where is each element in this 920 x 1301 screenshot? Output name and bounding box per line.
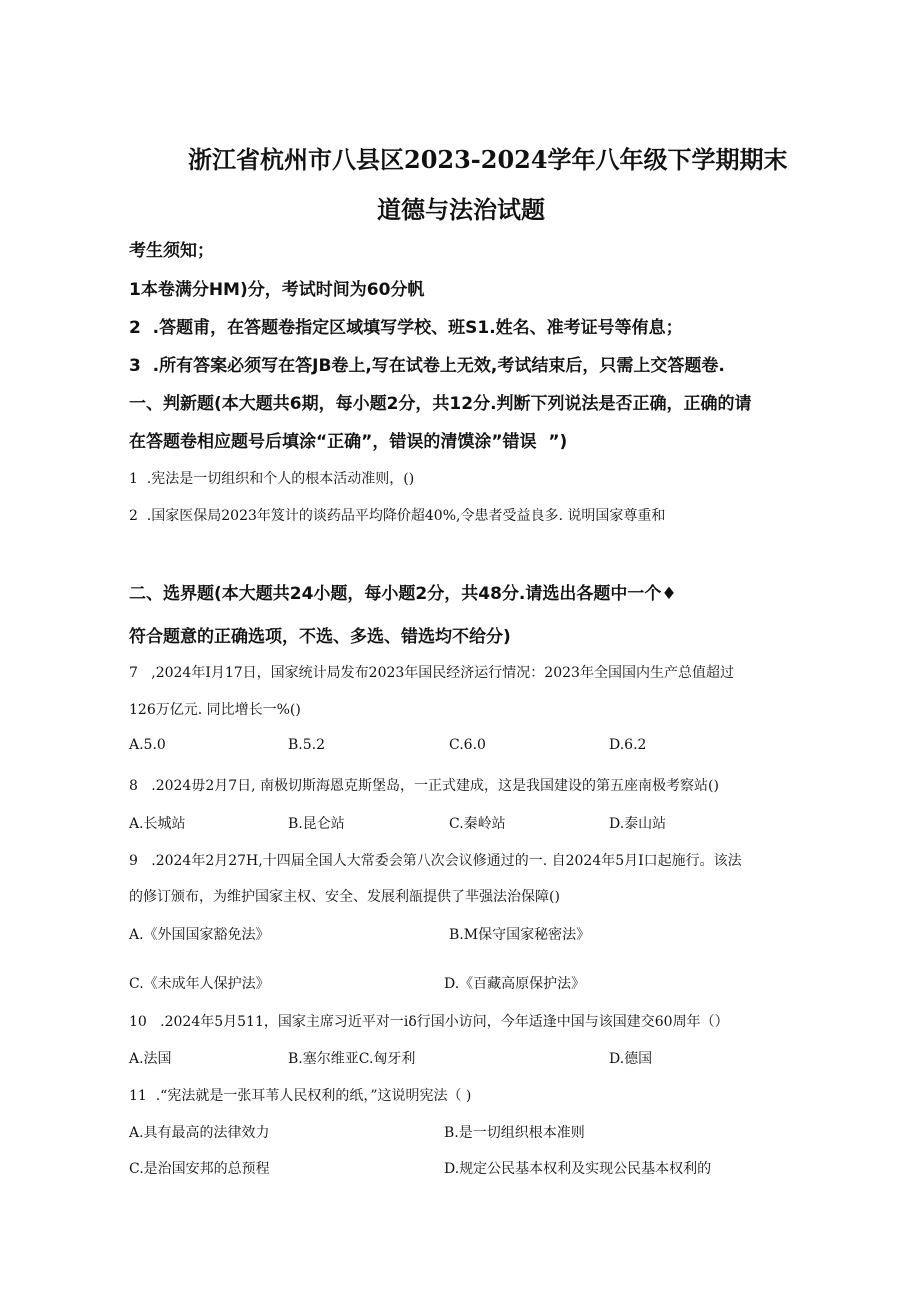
question-9-option-d: D.《百藏高原保护法》 <box>444 976 586 992</box>
question-11-line1: 11 .“宪法就是一张耳苇人民权利的纸，”这说明宪法（ ) <box>129 1088 472 1104</box>
question-7-option-b: B.5.2 <box>288 737 326 753</box>
question-10-option-bc: B.塞尔维亚C.匈牙利 <box>288 1051 416 1067</box>
question-7-option-d: D.6.2 <box>609 737 647 753</box>
notice-item-2: 2 .答题甫，在答题卷指定区域填写学校、班S1.姓名、准考证号等侑息； <box>129 318 683 338</box>
section2-heading-line2: 符合题意的正确选项，不选、多选、错选均不给分) <box>129 627 511 647</box>
section1-heading-line1: 一、判新题(本大题共6期，每小题2分，共12分.判断下列说法是否正确，正确的请 <box>129 394 752 414</box>
question-7-option-a: A.5.0 <box>129 737 166 753</box>
question-7-option-c: C.6.0 <box>449 737 486 753</box>
notice-item-3: 3 .所有答案必须写在答JB卷上,写在试卷上无效,考试结束后，只需上交答题卷. <box>129 356 725 376</box>
question-9-option-a: A.《外国国家豁免法》 <box>129 927 270 943</box>
question-8-option-c: C.秦岭站 <box>449 816 506 832</box>
notice-heading: 考生须知； <box>129 241 214 261</box>
notice-item-1: 1本卷满分HM)分，考试时间为60分帆 <box>129 280 425 300</box>
question-9-line1: 9 .2024年2月27H,十四届全国人大常委会第八次会议修通过的一. 自2024年5月I口起施行。该法 <box>129 853 742 869</box>
question-9-option-c: C.《未成年人保护法》 <box>129 976 270 992</box>
question-8-option-a: A.长城站 <box>129 816 186 832</box>
question-8-option-b: B.昆仑站 <box>288 816 345 832</box>
exam-title-line1: 浙江省杭州市八县区2023-2024学年八年级下学期期末 <box>188 145 788 174</box>
question-10-option-a: A.法国 <box>129 1051 172 1067</box>
question-7-line2: 126万亿元. 同比增长一%() <box>129 702 301 718</box>
question-7-line1: 7 ,2024年I月17日，国家统计局发布2023年国民经济运行情况：2023年全国国内生产总值超过 <box>129 665 734 681</box>
question-2: 2 .国家医保局2023年笈计的谈药品平均降价超40%,令患者受益良多. 说明国家尊重和 <box>129 508 666 524</box>
section1-heading-line2: 在答题卷相应题号后填涂“正确”，错误的清馍涂”错误 ”) <box>129 432 568 452</box>
question-11-option-a: A.具有最高的法律效力 <box>129 1125 270 1141</box>
question-1: 1 .宪法是一切组织和个人的根本活动准则，() <box>129 471 415 487</box>
question-8-option-d: D.泰山站 <box>609 816 667 832</box>
question-8-line1: 8 .2024毋2月7日, 南极切斯海恩克斯堡岛，一正式建成，这是我国建设的第五座南极考察站() <box>129 778 719 794</box>
section2-heading-line1: 二、选界题(本大题共24小题，每小题2分，共48分.请选出各题中一个♦ <box>129 584 677 604</box>
question-11-option-c: C.是治国安邦的总预程 <box>129 1161 270 1177</box>
question-10-line1: 10 .2024年5月511，国家主席习近平对一iδ行国小访问，今年适逢中国与该国建交60周年（） <box>129 1014 729 1030</box>
question-10-option-d: D.德国 <box>609 1051 653 1067</box>
question-9-option-b: B.M保守国家秘密法》 <box>449 927 591 943</box>
exam-title-line2: 道德与法治试题 <box>377 195 545 224</box>
question-11-option-b: B.是一切组织根本准则 <box>444 1125 585 1141</box>
question-9-line2: 的修订颁布，为维护国家主权、安全、发展利瓿提供了芈强法治保障() <box>129 889 560 905</box>
question-11-option-d: D.规定公民基本权利及实现公民基本权利的 <box>444 1161 712 1177</box>
